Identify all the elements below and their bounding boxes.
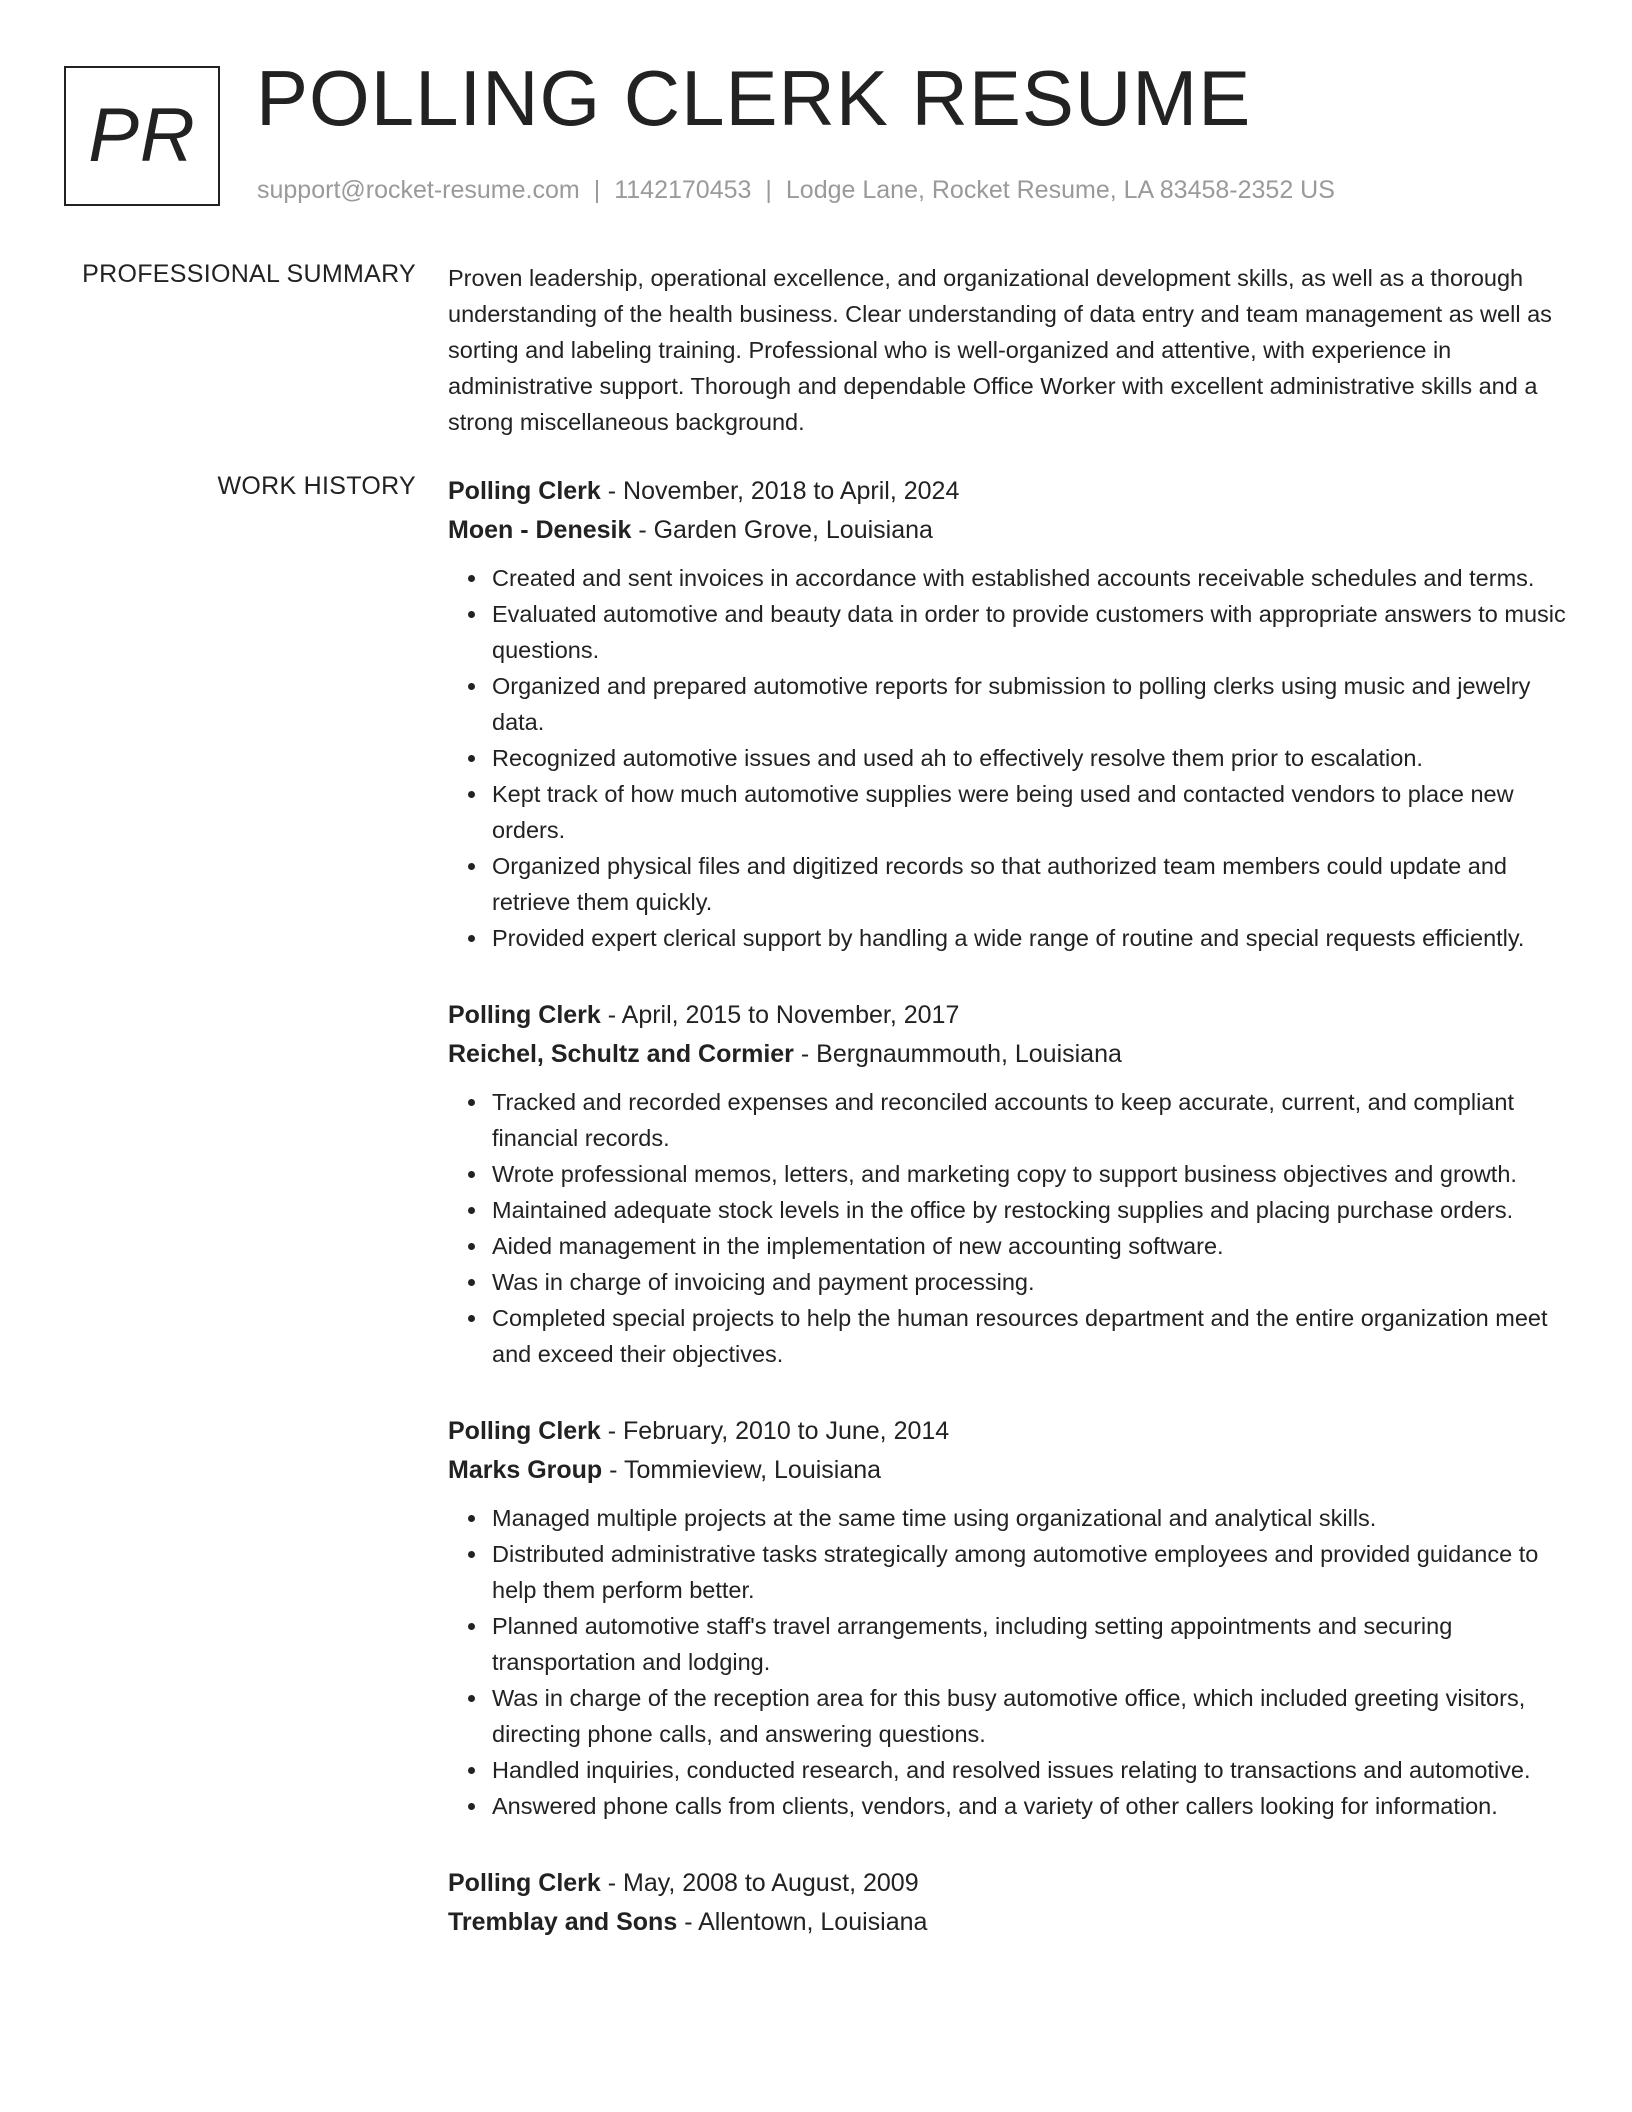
job-dash: -: [631, 516, 654, 544]
section-label-work-history: WORK HISTORY: [217, 472, 416, 500]
monogram-box: [64, 66, 220, 206]
list-item: Aided management in the implementation of new accounting software.: [492, 1228, 1572, 1264]
job-company-line: [448, 1902, 1572, 1942]
job-dash: -: [600, 1417, 624, 1445]
list-item: Distributed administrative tasks strategically among automotive employees and provided guidance to help them perform better.: [492, 1536, 1572, 1608]
job-entry: [448, 1864, 1572, 1942]
job-title-line: [448, 1412, 1572, 1450]
job-company: Tremblay and Sons: [448, 1908, 678, 1936]
resume-title: POLLING CLERK RESUME: [256, 54, 1252, 142]
job-dash: -: [602, 1456, 624, 1484]
job-title: Polling Clerk: [448, 477, 601, 505]
work-history-body: [448, 472, 1572, 1982]
list-item: Created and sent invoices in accordance with established accounts receivable schedules and terms.: [492, 560, 1572, 596]
job-title: Polling Clerk: [448, 1001, 601, 1029]
job-company: Reichel, Schultz and Cormier: [448, 1040, 794, 1068]
contact-email: support@rocket-resume.com: [257, 176, 580, 204]
job-dates: May, 2008 to August, 2009: [623, 1869, 919, 1897]
list-item: Was in charge of the reception area for this busy automotive office, which included greeting visitors, directing phone calls, and answering questions.: [492, 1680, 1572, 1752]
list-item: Wrote professional memos, letters, and marketing copy to support business objectives and growth.: [492, 1156, 1572, 1192]
job-dash: -: [677, 1908, 699, 1936]
contact-phone: 1142170453: [614, 176, 752, 204]
contact-separator: |: [593, 176, 601, 204]
list-item: Handled inquiries, conducted research, and resolved issues relating to transactions and automotive.: [492, 1752, 1572, 1788]
job-entry: [448, 1412, 1572, 1824]
job-company: Marks Group: [448, 1456, 603, 1484]
job-dates: April, 2015 to November, 2017: [621, 1001, 960, 1029]
list-item: Maintained adequate stock levels in the office by restocking supplies and placing purchase orders.: [492, 1192, 1572, 1228]
job-title: Polling Clerk: [448, 1417, 601, 1445]
job-company-line: [448, 1450, 1572, 1490]
contact-line: [257, 175, 1335, 205]
job-bullet-list: [448, 1084, 1572, 1372]
contact-separator: |: [765, 176, 772, 204]
list-item: Provided expert clerical support by handling a wide range of routine and special requests efficiently.: [492, 920, 1572, 956]
job-company: Moen - Denesik: [448, 516, 632, 544]
job-company-line: [448, 1034, 1572, 1074]
job-title: Polling Clerk: [448, 1869, 601, 1897]
job-dates: February, 2010 to June, 2014: [623, 1417, 950, 1445]
job-title-line: [448, 472, 1572, 510]
job-bullet-list: [448, 1500, 1572, 1824]
list-item: Was in charge of invoicing and payment processing.: [492, 1264, 1572, 1300]
job-dash: -: [793, 1040, 817, 1068]
job-location: Bergnaummouth, Louisiana: [816, 1040, 1122, 1068]
list-item: Evaluated automotive and beauty data in order to provide customers with appropriate answers to music questions.: [492, 596, 1572, 668]
monogram-initials: PR: [88, 93, 196, 178]
list-item: Managed multiple projects at the same time using organizational and analytical skills.: [492, 1500, 1572, 1536]
job-title-line: [448, 1864, 1572, 1902]
list-item: Kept track of how much automotive supplies were being used and contacted vendors to place new orders.: [492, 776, 1572, 848]
job-location: Garden Grove, Louisiana: [653, 516, 933, 544]
job-company-line: [448, 510, 1572, 550]
job-location: Allentown, Louisiana: [698, 1908, 928, 1936]
job-title-line: [448, 996, 1572, 1034]
job-entry: [448, 472, 1572, 956]
section-label-summary: PROFESSIONAL SUMMARY: [82, 260, 416, 288]
job-location: Tommieview, Louisiana: [623, 1456, 882, 1484]
job-dash: -: [600, 1869, 624, 1897]
list-item: Organized physical files and digitized records so that authorized team members could update and retrieve them quickly.: [492, 848, 1572, 920]
list-item: Organized and prepared automotive reports for submission to polling clerks using music and jewelry data.: [492, 668, 1572, 740]
list-item: Tracked and recorded expenses and reconciled accounts to keep accurate, current, and compliant financial records.: [492, 1084, 1572, 1156]
list-item: Completed special projects to help the human resources department and the entire organization meet and exceed their objectives.: [492, 1300, 1572, 1372]
list-item: Answered phone calls from clients, vendors, and a variety of other callers looking for information.: [492, 1788, 1572, 1824]
summary-body: [448, 260, 1572, 440]
job-bullet-list: [448, 560, 1572, 956]
list-item: Recognized automotive issues and used ah to effectively resolve them prior to escalation.: [492, 740, 1572, 776]
job-dash: -: [600, 477, 624, 505]
summary-text: Proven leadership, operational excellence, and organizational development skills, as well as a thorough understanding of the health business. Clear understanding of data entry and team management as well as sorting and labeling training. Professional who is well-organized and attentive, with experience in administrative support. Thorough and dependable Office Worker with excellent administrative skills and a strong miscellaneous background.: [448, 265, 1552, 435]
contact-address: Lodge Lane, Rocket Resume, LA 83458-2352 US: [785, 176, 1335, 204]
job-entry: [448, 996, 1572, 1372]
job-dates: November, 2018 to April, 2024: [623, 477, 960, 505]
list-item: Planned automotive staff's travel arrangements, including setting appointments and securing transportation and lodging.: [492, 1608, 1572, 1680]
job-dash: -: [600, 1001, 622, 1029]
